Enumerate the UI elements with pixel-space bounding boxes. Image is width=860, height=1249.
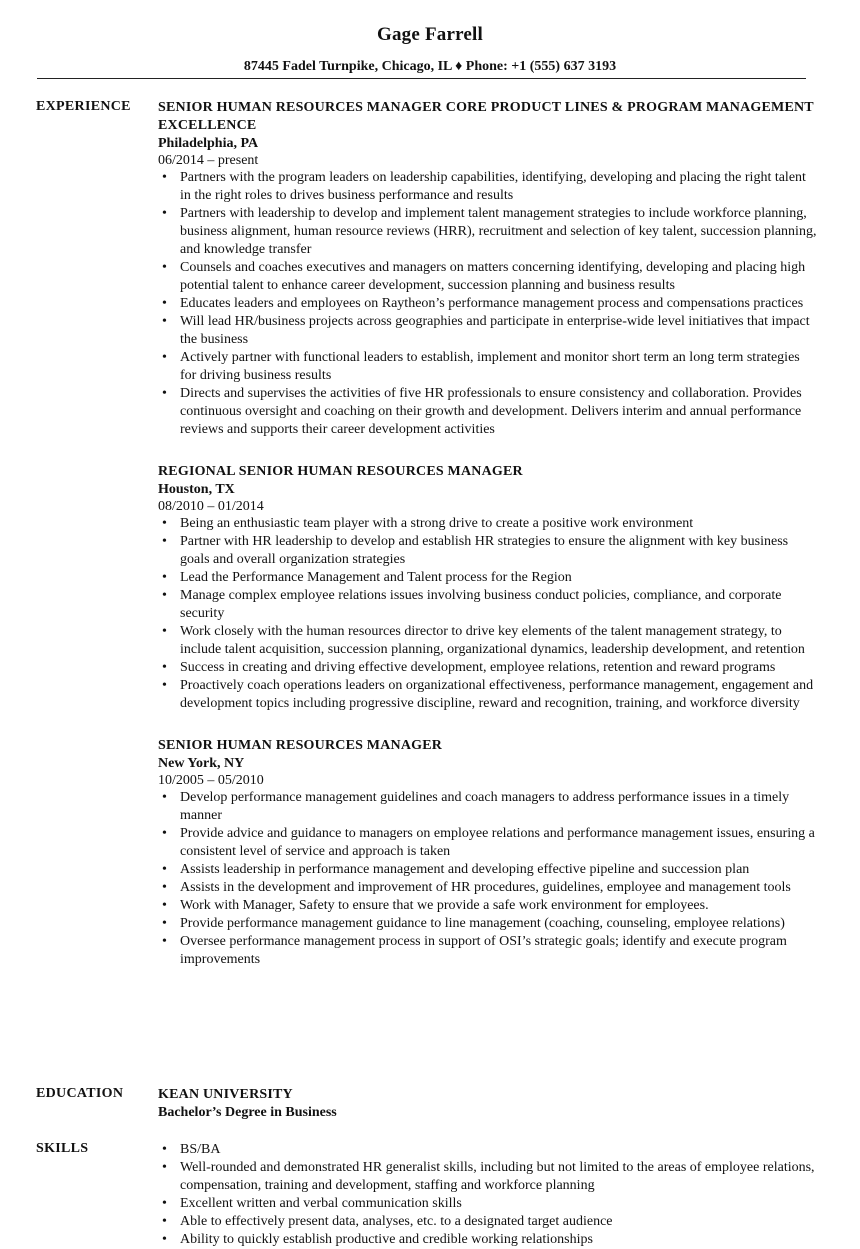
experience-list <box>158 99 818 993</box>
job-bullets <box>158 169 818 439</box>
job-dates: 08/2010 – 01/2014 <box>158 499 264 514</box>
bullet-item: • Proactively coach operations leaders on organizational effectiveness, performance management, engagement and development topics including progressive discipline, reward and recognition, training, and workforce diversity <box>158 677 818 713</box>
bullet-item: • Directs and supervises the activities of five HR professionals to ensure consistency and collaboration. Provides continuous oversight and coaching on their growth and development. Delivers interim and annual performance reviews and supports their career development activities <box>158 385 818 439</box>
bullet-item: • Actively partner with functional leaders to establish, implement and monitor short term an long term strategies for driving business results <box>158 349 818 385</box>
job-title: REGIONAL SENIOR HUMAN RESOURCES MANAGER <box>158 464 523 479</box>
skill-item: • BS/BA <box>158 1141 818 1159</box>
job-title: SENIOR HUMAN RESOURCES MANAGER <box>158 738 443 753</box>
bullet-item: • Partners with the program leaders on leadership capabilities, identifying, developing and placing the right talent in the right roles to drives business performance and results <box>158 169 818 205</box>
contact-line: 87445 Fadel Turnpike, Chicago, IL ♦ Phone: +1 (555) 637 3193 <box>243 59 617 74</box>
section-label-education: EDUCATION <box>36 1086 124 1101</box>
education-school: KEAN UNIVERSITY <box>158 1087 293 1102</box>
job-location: Philadelphia, PA <box>158 136 259 151</box>
bullet-item: • Partners with leadership to develop and implement talent management strategies to include workforce planning, business alignment, human resource reviews (HRR), recruitment and selection of key talent, succession planning, and knowledge transfer <box>158 205 818 259</box>
education-degree: Bachelor’s Degree in Business <box>158 1105 337 1120</box>
bullet-item: • Assists leadership in performance management and developing effective pipeline and succession plan <box>158 861 818 879</box>
header-divider <box>37 78 806 79</box>
bullet-item: • Work with Manager, Safety to ensure that we provide a safe work environment for employees. <box>158 897 818 915</box>
bullet-item: • Success in creating and driving effective development, employee relations, retention and reward programs <box>158 659 818 677</box>
bullet-item: • Counsels and coaches executives and managers on matters concerning identifying, developing and placing high potential talent to enhance career development, succession planning and business results <box>158 259 818 295</box>
job-dates: 06/2014 – present <box>158 153 259 168</box>
candidate-name: Gage Farrell <box>377 24 483 45</box>
bullet-item: • Manage complex employee relations issues involving business conduct policies, compliance, and corporate security <box>158 587 818 623</box>
skills-bullets <box>158 1141 818 1249</box>
bullet-item: • Being an enthusiastic team player with a strong drive to create a positive work environment <box>158 515 818 533</box>
skill-item: • Ability to quickly establish productive and credible working relationships <box>158 1231 818 1249</box>
skill-item: • Well-rounded and demonstrated HR generalist skills, including but not limited to the areas of employee relations, compensation, training and development, staffing and workforce planning <box>158 1159 818 1195</box>
section-label-skills: SKILLS <box>36 1141 89 1156</box>
job-location: Houston, TX <box>158 482 235 497</box>
bullet-item: • Assists in the development and improvement of HR procedures, guidelines, employee and management tools <box>158 879 818 897</box>
bullet-item: • Lead the Performance Management and Talent process for the Region <box>158 569 818 587</box>
bullet-item: • Provide advice and guidance to managers on employee relations and performance management issues, ensuring a consistent level of service and approach is taken <box>158 825 818 861</box>
section-label-experience: EXPERIENCE <box>36 99 131 114</box>
job-bullets <box>158 515 818 713</box>
bullet-item: • Work closely with the human resources director to drive key elements of the talent management strategy, to include talent acquisition, succession planning, organizational dynamics, leadership development, and retention <box>158 623 818 659</box>
bullet-item: • Partner with HR leadership to develop and establish HR strategies to ensure the alignment with key business goals and overall organization strategies <box>158 533 818 569</box>
job-bullets <box>158 789 818 969</box>
job-title: SENIOR HUMAN RESOURCES MANAGER CORE PRODUCT LINES & PROGRAM MANAGEMENT EXCELLENCE <box>158 100 814 133</box>
job-location: New York, NY <box>158 756 245 771</box>
job-dates: 10/2005 – 05/2010 <box>158 773 264 788</box>
job-entry <box>158 737 818 969</box>
job-entry <box>158 463 818 713</box>
job-entry <box>158 99 818 439</box>
bullet-item: • Provide performance management guidance to line management (coaching, counseling, employee relations) <box>158 915 818 933</box>
bullet-item: • Educates leaders and employees on Raytheon’s performance management process and compensations practices <box>158 295 818 313</box>
skill-item: • Excellent written and verbal communication skills <box>158 1195 818 1213</box>
skills-list <box>158 1141 818 1249</box>
bullet-item: • Oversee performance management process in support of OSI’s strategic goals; identify and execute program improvements <box>158 933 818 969</box>
skill-item: • Able to effectively present data, analyses, etc. to a designated target audience <box>158 1213 818 1231</box>
bullet-item: • Develop performance management guidelines and coach managers to address performance issues in a timely manner <box>158 789 818 825</box>
education-entry <box>158 1086 818 1122</box>
bullet-item: • Will lead HR/business projects across geographies and participate in enterprise-wide level initiatives that impact the business <box>158 313 818 349</box>
